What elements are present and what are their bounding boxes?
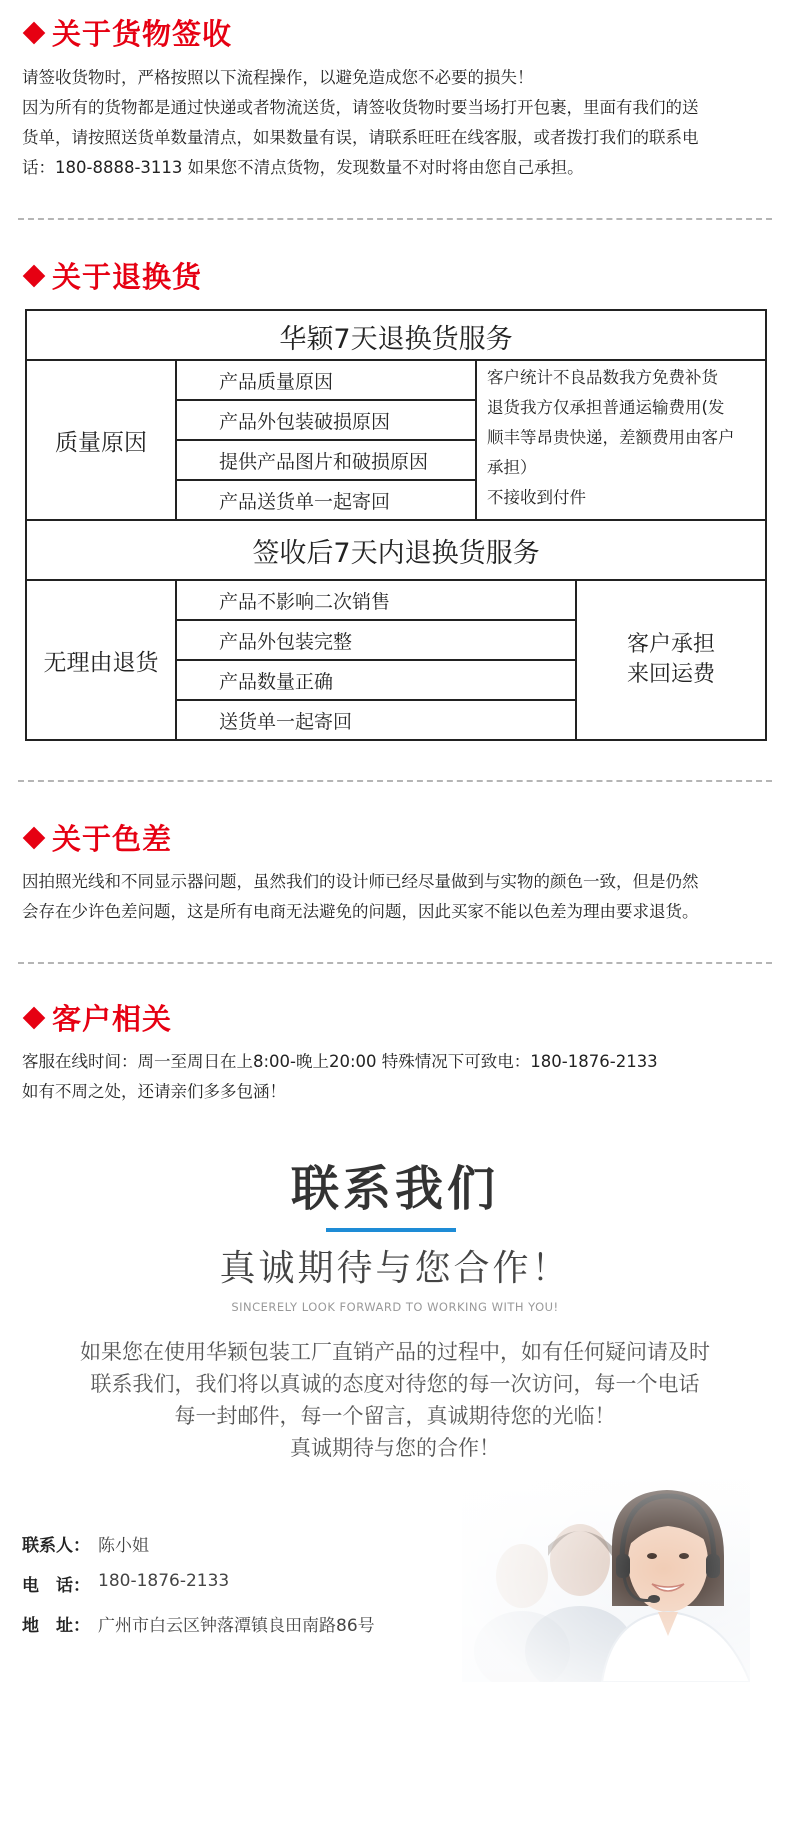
- customer-line: 客服在线时间：周一至周日在上8:00-晚上20:00 特殊情况下可致电：180-1876-2133: [22, 1052, 658, 1071]
- contact-intro: [0, 1336, 790, 1464]
- section-title-customer: [22, 997, 172, 1038]
- headset-agent-illustration: [462, 1476, 750, 1682]
- section-title-text: 关于色差: [52, 822, 173, 856]
- noreason-note: [577, 581, 765, 739]
- quality-note-line: 顺丰等昂贵快递，差额费用由客户: [487, 428, 735, 447]
- divider: [18, 962, 772, 964]
- quality-note: [477, 363, 765, 519]
- title-underline: [326, 1228, 456, 1232]
- quality-note-line: 不接收到付件: [487, 488, 586, 507]
- contact-title: 联系我们: [290, 1161, 499, 1217]
- contact-person: 陈小姐: [98, 1536, 149, 1556]
- red-diamond-icon: [23, 1006, 46, 1029]
- color-text: [22, 867, 772, 927]
- contact-phone-row: [22, 1571, 229, 1596]
- noreason-note-line: 来回运费: [626, 662, 715, 687]
- section-title-text: 关于退换货: [52, 260, 203, 294]
- noreason-item: 产品外包装完整: [219, 630, 353, 653]
- quality-note-line: 客户统计不良品数我方免费补货: [487, 368, 718, 387]
- receipt-line: 因为所有的货物都是通过快递或者物流送货，请签收货物时要当场打开包裹，里面有我们的送: [22, 98, 699, 117]
- noreason-item: 产品不影响二次销售: [219, 590, 391, 613]
- customer-service-photo: [462, 1476, 750, 1682]
- section-title-text: 关于货物签收: [52, 17, 233, 51]
- receipt-line: 话：180-8888-3113 如果您不清点货物，发现数量不对时将由您自己承担。: [22, 158, 584, 177]
- contact-person-key: 联系人：: [22, 1536, 90, 1556]
- noreason-label: 无理由退货: [43, 649, 159, 676]
- noreason-item: 送货单一起寄回: [219, 710, 353, 733]
- contact-address-row: [22, 1611, 375, 1636]
- noreason-note-line: 客户承担: [626, 632, 715, 657]
- section-title-color: [22, 817, 172, 858]
- quality-item: 提供产品图片和破损原因: [219, 450, 429, 473]
- divider: [18, 780, 772, 782]
- receipt-text: [22, 63, 772, 183]
- divider: [18, 218, 772, 220]
- color-line: 会存在少许色差问题，这是所有电商无法避免的问题，因此买家不能以色差为理由要求退货。: [22, 902, 699, 921]
- red-diamond-icon: [23, 264, 46, 287]
- quality-note-line: 退货我方仅承担普通运输费用(发: [487, 398, 725, 417]
- table-title: 华颖7天退换货服务: [279, 324, 513, 355]
- customer-text: [22, 1047, 772, 1107]
- intro-line: 联系我们，我们将以真诚的态度对待您的每一次访问，每一个电话: [90, 1372, 700, 1396]
- quality-item: 产品外包装破损原因: [219, 410, 391, 433]
- quality-label: 质量原因: [55, 429, 147, 456]
- quality-note-line: 承担）: [487, 458, 537, 477]
- intro-line: 每一封邮件，每一个留言，真诚期待您的光临！: [174, 1404, 616, 1428]
- color-line: 因拍照光线和不同显示器问题，虽然我们的设计师已经尽量做到与实物的颜色一致，但是仍然: [22, 872, 699, 891]
- red-diamond-icon: [23, 21, 46, 44]
- contact-person-row: [22, 1531, 149, 1556]
- quality-item: 产品质量原因: [219, 370, 334, 393]
- contact-slogan-en: SINCERELY LOOK FORWARD TO WORKING WITH YOU!: [231, 1300, 559, 1314]
- section-title-receipt: [22, 12, 232, 53]
- contact-address: 广州市白云区钟落潭镇良田南路86号: [98, 1616, 375, 1636]
- red-diamond-icon: [23, 826, 46, 849]
- section-title-returns: [22, 255, 202, 296]
- contact-phone-key: 电 话：: [22, 1576, 90, 1596]
- section-title-text: 客户相关: [52, 1002, 173, 1036]
- returns-table: [25, 309, 767, 741]
- receipt-line: 货单，请按照送货单数量清点，如果数量有误，请联系旺旺在线客服，或者拨打我们的联系电: [22, 128, 699, 147]
- contact-slogan: 真诚期待与您合作！: [219, 1248, 571, 1289]
- receipt-line: 请签收货物时，严格按照以下流程操作，以避免造成您不必要的损失！: [22, 68, 534, 87]
- intro-line: 真诚期待与您的合作！: [290, 1436, 500, 1460]
- seven-day-title: 签收后7天内退换货服务: [252, 538, 540, 569]
- noreason-item: 产品数量正确: [219, 670, 334, 693]
- quality-item: 产品送货单一起寄回: [219, 490, 391, 513]
- contact-address-key: 地 址：: [22, 1616, 90, 1636]
- contact-phone: 180-1876-2133: [98, 1571, 230, 1591]
- customer-line: 如有不周之处，还请亲们多多包涵！: [22, 1082, 286, 1101]
- intro-line: 如果您在使用华颖包装工厂直销产品的过程中，如有任何疑问请及时: [80, 1340, 710, 1364]
